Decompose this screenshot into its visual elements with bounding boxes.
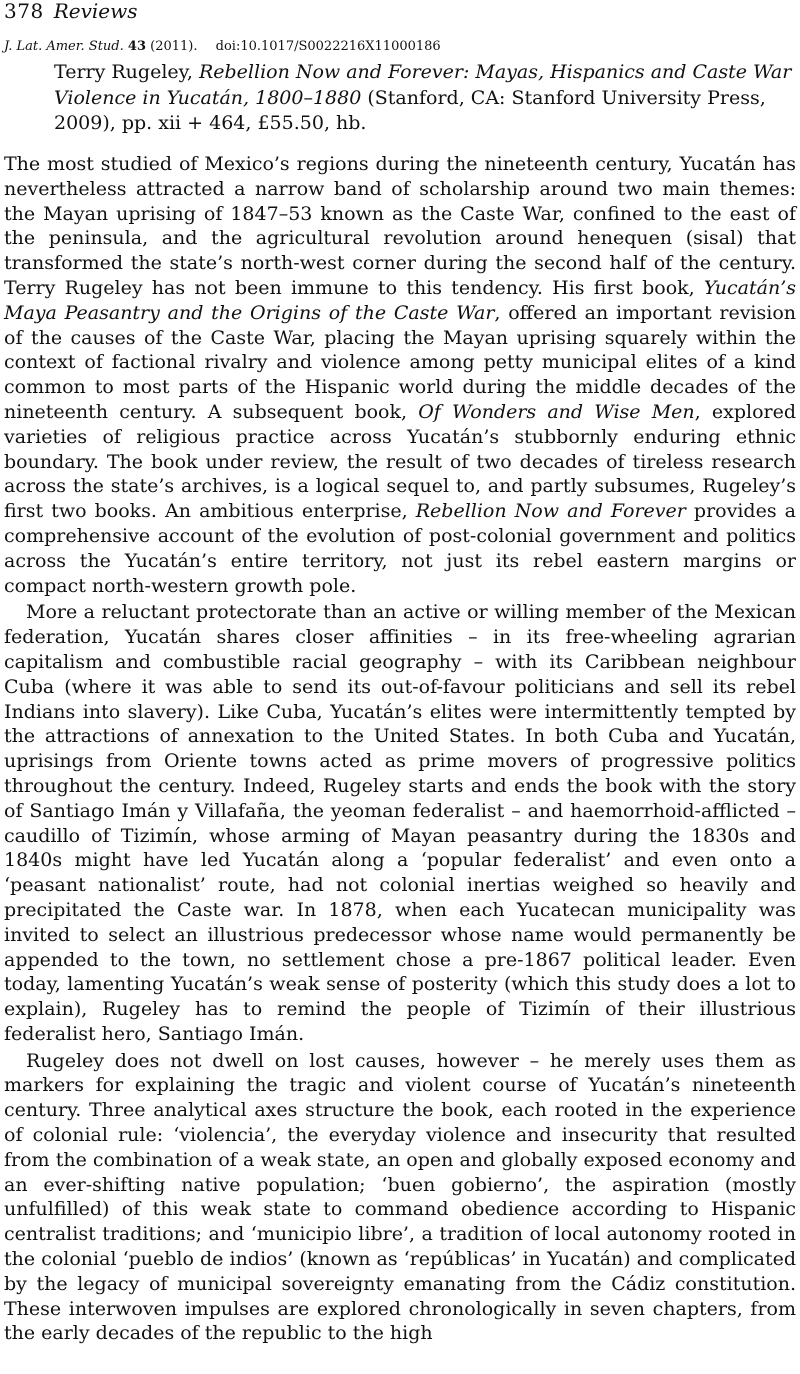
cited-book-title-1: Yucatán’s Maya Peasantry and the Origins of the Caste War [4, 276, 796, 324]
paragraph-1-text-c: , offered an important revision of the causes of the Caste War, placing the Mayan uprising squarely within the context of factional rivalry and violence among petty municipal elites of a kind common to most parts of the Hispanic world during the middle decades of the nineteenth century. A subsequent book, [4, 301, 797, 423]
page-number: 378 [4, 0, 44, 23]
paragraph-1-text-a: The most studied of Mexico’s regions during the nineteenth century, Yucatán has nevertheless attracted a narrow band of scholarship around two main themes: the Mayan uprising of 1847–53 known as the Caste War, confined to the east of the peninsula, and the agricultural revolution around henequen (sisal) that transformed the state’s north-west corner during the second half of the century. Terry Rugeley has not been immune to this tendency. His first book, [4, 153, 796, 299]
cited-book-title-3: Rebellion Now and Forever [415, 500, 686, 523]
journal-name: J. Lat. Amer. Stud. [4, 39, 124, 54]
paragraph-3: Rugeley does not dwell on lost causes, however – he merely uses them as markers for explaining the tragic and violent course of Yucatán’s nineteenth century. Three analytical axes structure the book, each rooted in the experience of colonial rule: ‘violencia’, the everyday violence and insecurity that resulted from the combination of a weak state, an open and globally exposed economy and an ever-shifting native population; ‘buen gobierno’, the aspiration (mostly unfulfilled) of this weak state to command obedience according to Hispanic centralist traditions; and ‘municipio libre’, a tradition of local autonomy rooted in the colonial ‘pueblo de indios’ (known as ‘repúblicas’ in Yucatán) and complicated by the legacy of municipal sovereignty emanating from the Cádiz constitution. These interwoven impulses are explored chronologically in seven chapters, from the early decades of the republic to the high [4, 1049, 796, 1345]
book-reference [54, 60, 794, 137]
paragraph-2: More a reluctant protectorate than an active or willing member of the Mexican federation, Yucatán shares closer affinities – in its free-wheeling agrarian capitalism and combustible racial geography – with its Caribbean neighbour Cuba (where it was able to send its out-of-favour politicians and sell its rebel Indians into slavery). Like Cuba, Yucatán’s elites were intermittently tempted by the attractions of annexation to the United States. In both Cuba and Yucatán, uprisings from Oriente towns acted as prime movers of progressive politics throughout the century. Indeed, Rugeley starts and ends the book with the story of Santiago Imán y Villafaña, the yeoman federalist – and haemorrhoid-afflicted – caudillo of Tizimín, whose arming of Mayan peasantry during the 1830s and 1840s might have led Yucatán along a ‘popular federalist’ and even onto a ‘peasant nationalist’ route, had not colonial inertias weighed so heavily and precipitated the Caste war. In 1878, when each Yucatecan municipality was invited to select an illustrious predecessor whose name would permanently be appended to the town, no settlement chose a pre-1867 political leader. Even today, lamenting Yucatán’s weak sense of posterity (which this study does a lot to explain), Rugeley has to remind the people of Tizimín of their illustrious federalist hero, Santiago Imán. [4, 601, 796, 1045]
cited-book-title-2: Of Wonders and Wise Men [418, 400, 695, 423]
journal-citation [4, 38, 441, 56]
review-body [4, 152, 796, 1346]
book-author: Terry Rugeley, [54, 61, 199, 83]
book-title: Rebellion Now and Forever: Mayas, Hispanics and Caste War Violence in Yucatán, 1800–1880 [54, 61, 792, 109]
paragraph-1-text-g: provides a comprehensive account of the evolution of post-colonial government and politics across the Yucatán’s entire territory, not just its rebel eastern margins or compact north-western growth pole. [4, 500, 796, 597]
paragraph-1-text-e: , explored varieties of religious practice across Yucatán’s stubbornly enduring ethnic boundary. The book under review, the result of two decades of tireless research across the state’s archives, is a logical sequel to, and partly subsumes, Rugeley’s first two books. An ambitious enterprise, [4, 400, 797, 523]
section-title: Reviews [53, 0, 138, 23]
journal-year: (2011). [150, 39, 198, 54]
book-publication-info: (Stanford, CA: Stanford University Press, 2009), pp. xii + 464, £55.50, hb. [54, 86, 766, 134]
running-head [4, 0, 138, 24]
paragraph-1 [4, 152, 796, 598]
journal-volume: 43 [127, 39, 146, 54]
doi: doi:10.1017/S0022216X11000186 [215, 39, 441, 54]
